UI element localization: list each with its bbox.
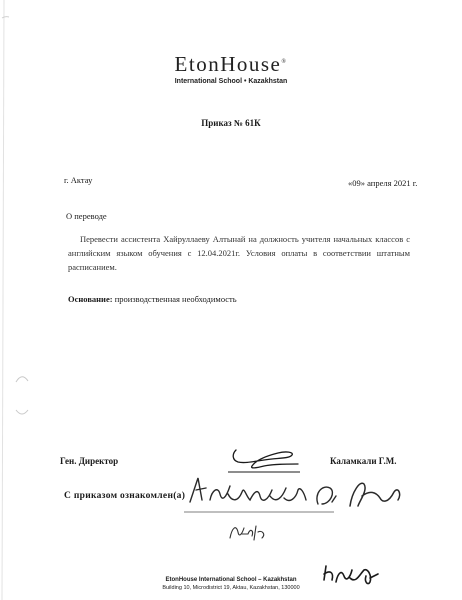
logo-wordmark xyxy=(0,52,462,77)
handwritten-date xyxy=(226,520,270,544)
school-logo xyxy=(0,52,462,85)
logo-brand: EtonHouse xyxy=(174,52,282,76)
order-title: Приказ № 61К xyxy=(201,118,261,128)
footer-school-name: EtonHouse International School – Kazakhstan xyxy=(165,577,297,583)
document-footer xyxy=(0,577,462,591)
order-date: «09» апреля 2021 г. xyxy=(348,178,418,188)
registered-mark: ® xyxy=(281,59,288,65)
acquainted-label: С приказом ознакомлен(а) xyxy=(64,491,186,501)
basis-label: Основание: xyxy=(68,294,113,304)
order-body: Перевести ассистента Хайруллаеву Алтынай на должность учителя начальных классов с английским языком обучения с 12.04.2021г. Условия оплаты в соответствии штатным расписанием. xyxy=(68,234,410,272)
director-title: Ген. Директор xyxy=(60,456,119,466)
basis-text: производственная необходимость xyxy=(114,294,237,304)
director-signature xyxy=(226,446,306,474)
footer-address: Building 10, Microdistrict 19, Aktau, Kazakhstan, 130000 xyxy=(162,585,300,591)
employee-handwritten-name xyxy=(184,474,409,516)
director-name: Каламкали Г.М. xyxy=(330,456,397,466)
order-basis xyxy=(68,294,237,304)
order-subject: О переводе xyxy=(66,211,107,221)
order-city: г. Актау xyxy=(64,175,93,185)
logo-subtitle: International School • Kazakhstan xyxy=(174,78,288,85)
